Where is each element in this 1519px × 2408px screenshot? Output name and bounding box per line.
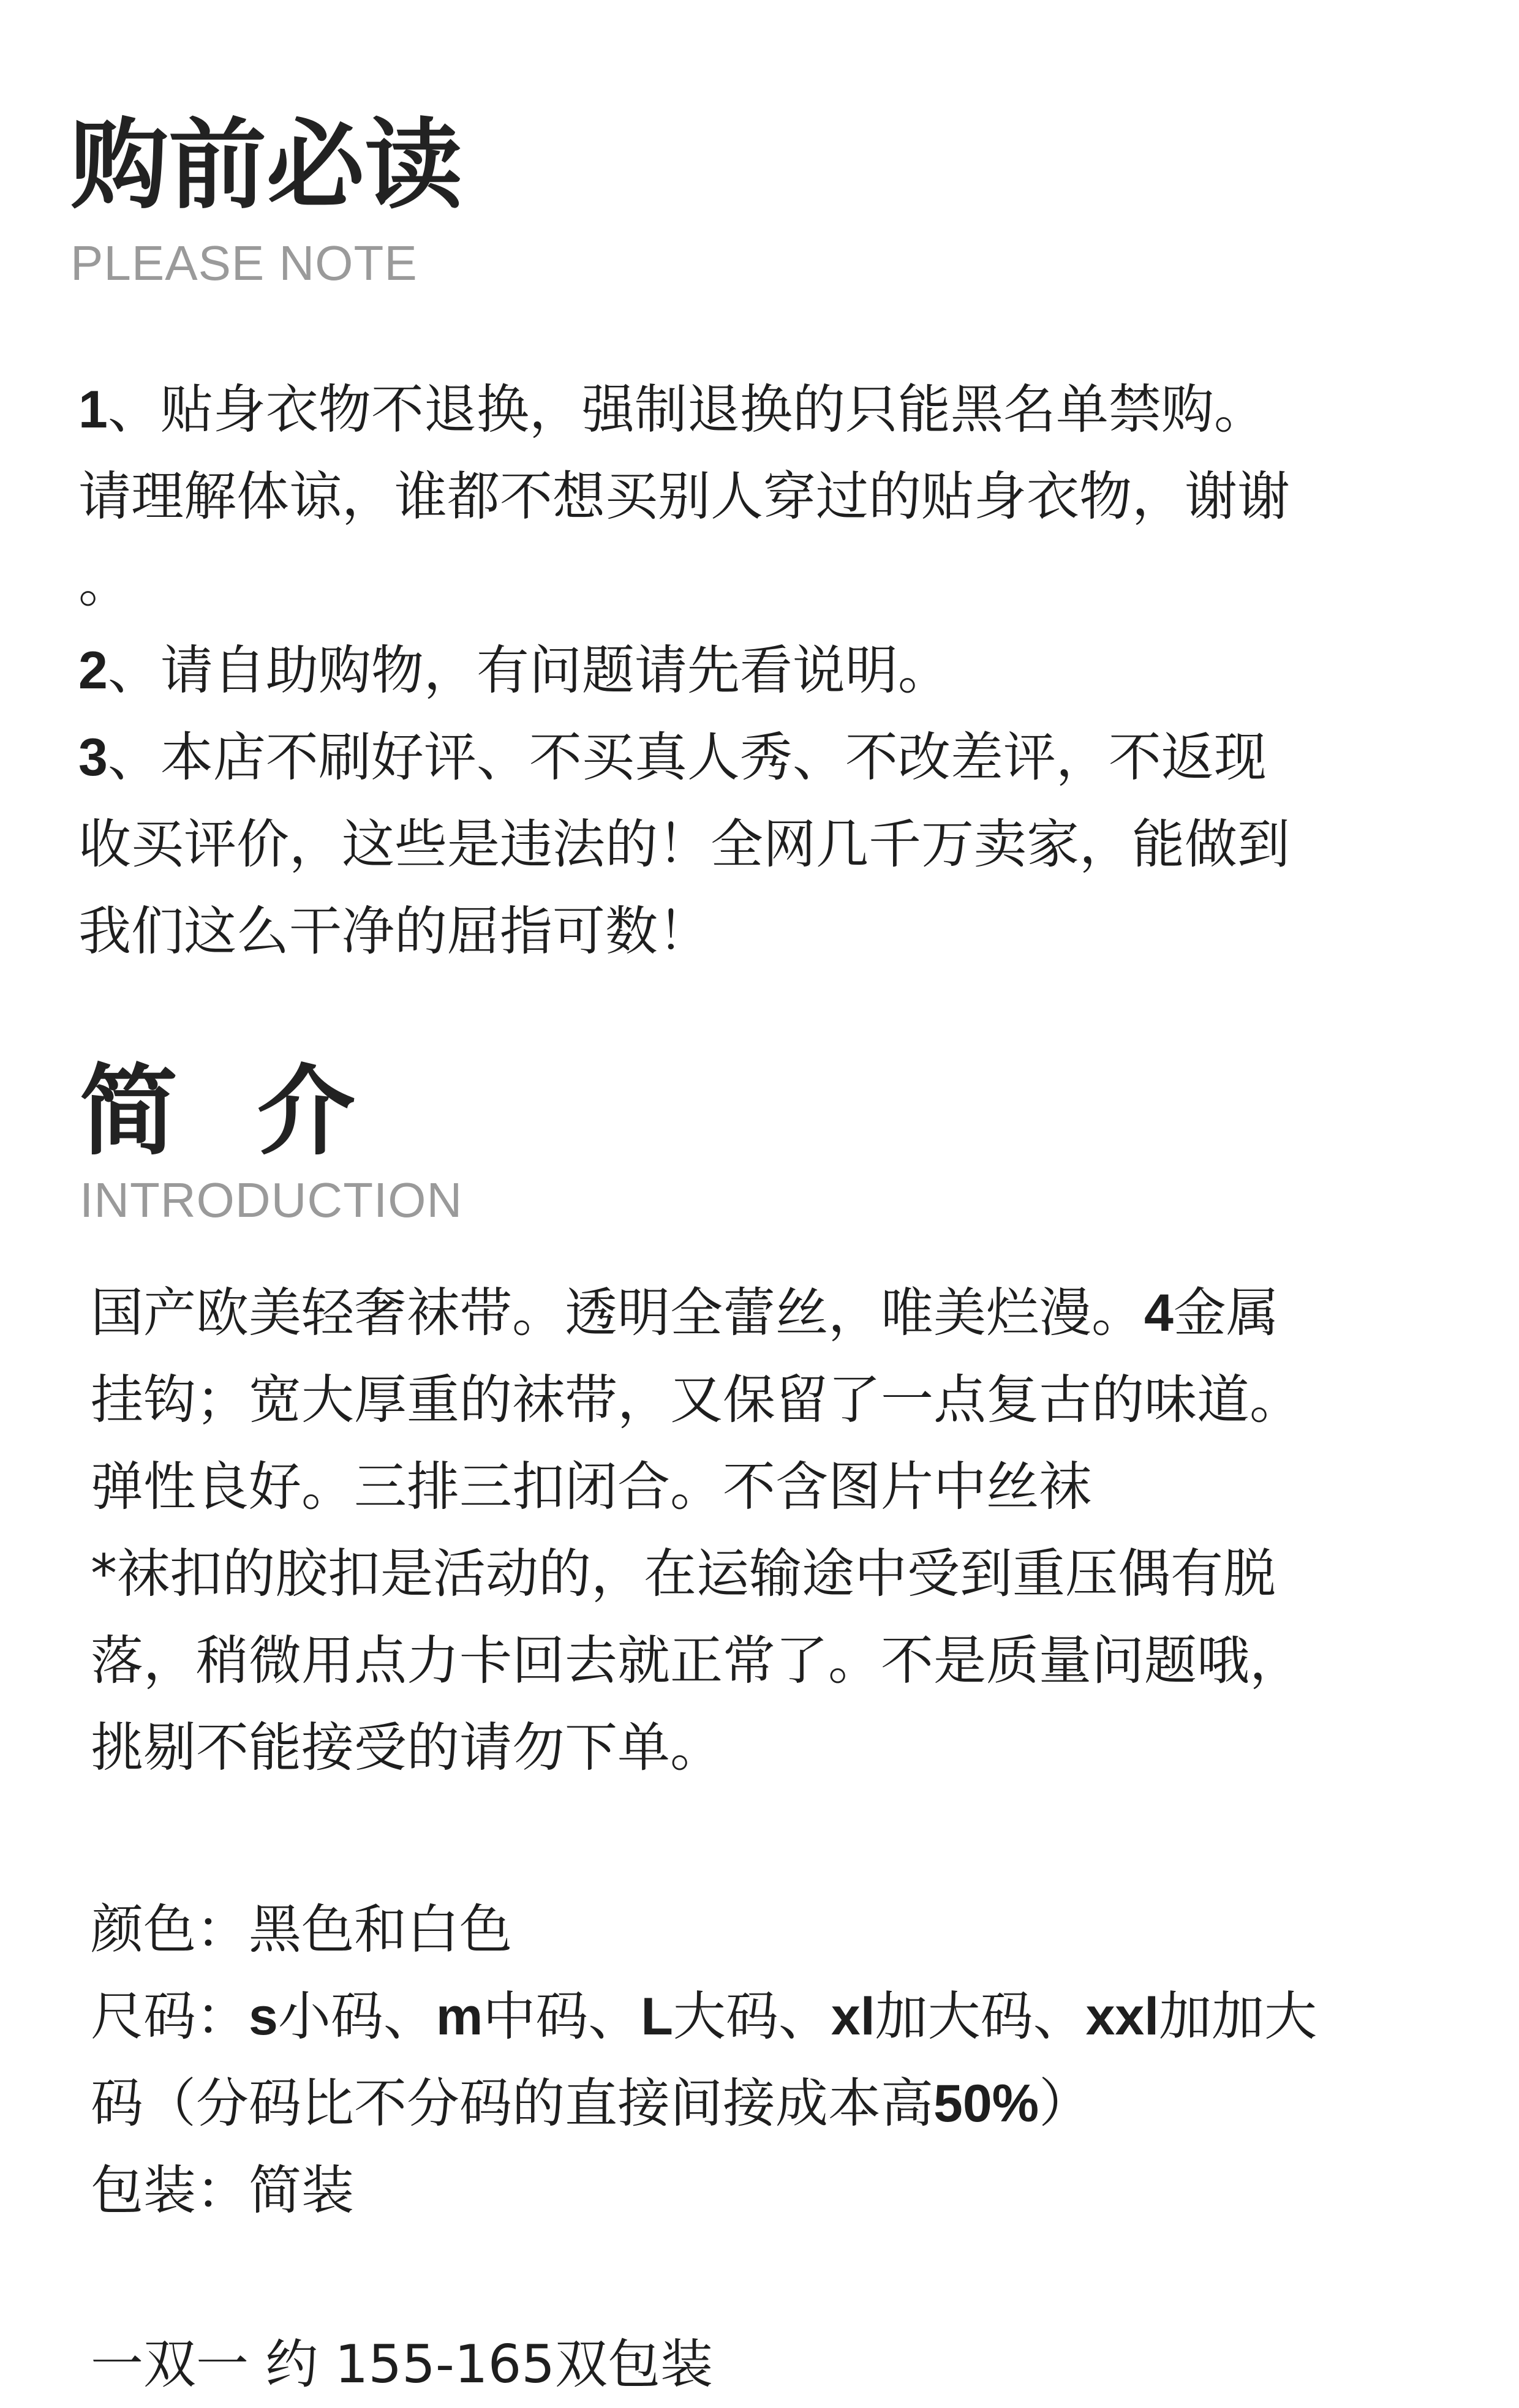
intro-line <box>91 1704 1302 1791</box>
bottom-partial-text: 一双一 约 155-165双包装 <box>91 2334 714 2395</box>
intro-text: 弹性良好。三排三扣闭合。不含图片中丝袜 <box>91 1456 1091 1518</box>
intro-line <box>91 1356 1302 1443</box>
note-text: 收买评价，这些是违法的！全网几千万卖家，能做到 <box>78 814 1290 875</box>
intro-text: 挂钩；宽大厚重的袜带，又保留了一点复古的味道。 <box>91 1369 1302 1431</box>
intro-number: 4 <box>1144 1284 1174 1342</box>
note-text: 、请自助购物，有问题请先看说明。 <box>107 640 951 701</box>
intro-text: *袜扣的胶扣是活动的，在运输途中受到重压偶有脱 <box>91 1543 1276 1605</box>
intro-text: 落，稍微用点力卡回去就正常了。不是质量问题哦， <box>91 1630 1302 1691</box>
note-text: 我们这么干净的屈指可数！ <box>78 901 710 962</box>
spec-size <box>91 1973 1317 2060</box>
intro-line <box>91 1530 1302 1617</box>
size-note-number: 50% <box>933 2074 1039 2133</box>
notes-line <box>78 888 1290 975</box>
intro-line <box>91 1617 1302 1704</box>
size-code: xl <box>831 1987 875 2046</box>
size-note-text: 码（分码比不分码的直接间接成本高 <box>91 2073 933 2134</box>
spec-packaging <box>91 2147 1317 2234</box>
size-note-text: ） <box>1039 2073 1092 2134</box>
size-text: 中码、 <box>483 1986 641 2047</box>
notes-line <box>78 366 1290 453</box>
size-text: 小码、 <box>277 1986 436 2047</box>
intro-body <box>91 1270 1302 1791</box>
spec-color <box>91 1886 1317 1973</box>
size-code: s <box>249 1987 278 2046</box>
notes-line <box>78 801 1290 888</box>
note-text: 。 <box>78 553 131 614</box>
note-text: 请理解体谅，谁都不想买别人穿过的贴身衣物，谢谢 <box>78 466 1290 527</box>
spec-label: 包装： <box>91 2160 249 2221</box>
notes-line <box>78 714 1290 801</box>
intro-text: 挑剔不能接受的请勿下单。 <box>91 1717 723 1778</box>
notes-title: 购前必读 <box>70 108 463 222</box>
specs-body <box>91 1886 1317 2234</box>
size-code: m <box>435 1987 483 2046</box>
intro-text: 金属 <box>1173 1282 1279 1344</box>
notes-line <box>78 627 1290 714</box>
note-text: 、贴身衣物不退换，强制退换的只能黑名单禁购。 <box>107 379 1267 440</box>
intro-line <box>91 1270 1302 1356</box>
intro-text: 国产欧美轻奢袜带。透明全蕾丝，唯美烂漫。 <box>91 1282 1144 1344</box>
notes-body <box>78 366 1290 975</box>
intro-subtitle: INTRODUCTION <box>80 1173 463 1227</box>
notes-subtitle: PLEASE NOTE <box>70 236 418 290</box>
size-code: xxl <box>1085 1987 1159 2046</box>
spec-value: 黑色和白色 <box>249 1899 512 1960</box>
note-text: 、本店不刷好评、不买真人秀、不改差评，不返现 <box>107 727 1267 788</box>
note-number: 2 <box>78 641 108 700</box>
notes-line <box>78 453 1290 540</box>
note-number: 1 <box>78 380 108 439</box>
notes-line <box>78 540 1290 627</box>
size-code: L <box>641 1987 673 2046</box>
size-text: 加加大 <box>1159 1986 1317 2047</box>
note-number: 3 <box>78 728 108 787</box>
intro-line <box>91 1443 1302 1530</box>
spec-size-note <box>91 2060 1317 2147</box>
spec-value: 简装 <box>249 2160 354 2221</box>
size-text: 大码、 <box>673 1986 831 2047</box>
spec-label: 颜色： <box>91 1899 249 1960</box>
size-text: 加大码、 <box>875 1986 1086 2047</box>
intro-title: 简介 <box>80 1054 435 1168</box>
spec-label: 尺码： <box>91 1986 249 2047</box>
